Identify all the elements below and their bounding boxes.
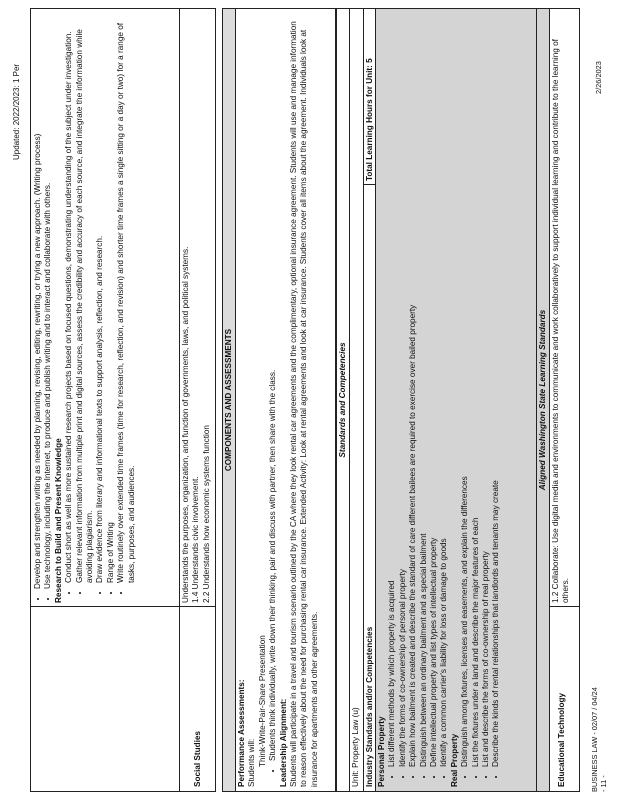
leadership-text: Students will participate in a travel and tourism scenario outlined by the CA where they look rental car agreements and the complimentary, optional insurance agreement. Students will use and manage information to reason effectively about the need for purchasing rental car insurance. Extended Activity: Look at rental agreements and look at car insurance. Students cover all items about the agreement. Individuals look at insurance for apartments and other agreements. xyxy=(289,21,319,787)
social-studies-line: Understands the purposes, organization, and function of governments, laws, and political systems. xyxy=(181,246,190,603)
edtech-text: 1.2 Collaborate: Use digital media and environments to communicate and work collaboratively to support individual learning and contribute to the learning of others. xyxy=(551,39,571,603)
list-item: • Gather relevant information from multiple print and digital sources, assess the credibility and accuracy of each source, and integrate the information while avoiding plagiarism. xyxy=(75,13,96,583)
list-item: • Define intellectual property and list types of intellectual property xyxy=(429,13,439,767)
personal-property-items xyxy=(387,13,449,787)
list-item: Think-Write-Pair-Share Presentation xyxy=(257,635,267,767)
list-item: • Describe the kinds of rental relationships that landlords and tenants may create xyxy=(491,13,501,767)
writing-table xyxy=(30,8,216,792)
social-studies-cell xyxy=(181,13,212,603)
updated-label: Updated: 2022/2023: 1 Per xyxy=(12,63,21,160)
real-property-items xyxy=(460,13,502,787)
list-item: • Conduct short as well as more sustained research projects based on focused questions, demonstrating understanding of the subject under investigation. xyxy=(64,13,74,583)
list-item: • Write routinely over extended time frames (time for research, reflection, and revision) and shorter time frames a single sitting or a day or two) for a range of tasks, purposes, and audiences. xyxy=(116,13,137,583)
list-item: • Students think individually, write down their thinking, pair and discuss with partner, then share with the class. xyxy=(268,13,278,761)
personal-property-heading: Personal Property xyxy=(377,716,386,787)
competencies-cell xyxy=(376,9,536,791)
components-table xyxy=(222,8,336,792)
performance-heading: Performance Assessments: xyxy=(237,679,246,787)
social-studies-line: 2.2 Understands how economic systems function xyxy=(201,425,211,603)
writing-standards-cell xyxy=(33,13,137,603)
footer-course: BUSINESS LAW - 02/07 / 04/24 xyxy=(590,687,599,792)
list-item: • Distinguish among fixtures, licenses and easements, and explain the differences xyxy=(460,13,470,767)
aligned-standards-title: Aligned Washington State Learning Standards xyxy=(537,9,549,791)
list-item: • Range of Writing xyxy=(106,13,116,583)
leadership-heading: Leadership Alignment: xyxy=(278,698,288,787)
list-item: • Identify the forms of co-ownership of personal property xyxy=(398,13,408,767)
edtech-label: Educational Technology xyxy=(557,692,566,787)
list-item: • List the fixtures under a land and describe the major features of each xyxy=(471,13,481,767)
list-item: • List and describe the forms of co-ownership of real property xyxy=(481,13,491,767)
writing-items-research xyxy=(64,13,137,603)
social-studies-line: 1.4 Understands civic involvement. xyxy=(191,476,201,603)
list-item: • Use technology, including the Internet, to produce and publish writing and to interact and collaborate with others. xyxy=(43,13,53,589)
list-item: • Distinguish between an ordinary bailment and a special bailment xyxy=(419,13,429,767)
real-property-heading: Real Property xyxy=(449,733,459,787)
list-item: • List different methods by which property is acquired xyxy=(387,13,397,767)
footer-date: 2/26/2023 xyxy=(594,61,603,94)
total-hours: Total Learning Hours for Unit: 5 xyxy=(365,58,374,181)
list-item: • Develop and strengthen writing as needed by planning, revising, editing, rewriting, or trying a new approach. (Writing process) xyxy=(33,13,43,589)
footer-page-number: - 11 - xyxy=(599,775,608,792)
list-item: • Draw evidence from literary and informational texts to support analysis, reflection, and research. xyxy=(95,13,105,583)
list-item: • Explain how bailment is created and describe the standard of care different bailees are required to exercise over bailed property xyxy=(408,13,418,767)
list-item: • Identify a common carrier's liability for loss or damage to goods xyxy=(439,13,449,767)
standards-title: Standards and Competencies xyxy=(338,342,347,458)
research-heading: Research to Build and Present Knowledge xyxy=(53,438,63,603)
performance-items xyxy=(258,13,279,787)
writing-items-top xyxy=(33,13,54,603)
social-studies-label: Social Studies xyxy=(193,731,202,787)
industry-heading: Industry Standards and/or Competencies xyxy=(365,626,374,787)
students-will-label: Students will: xyxy=(247,738,257,787)
components-body xyxy=(237,13,320,787)
components-title: COMPONENTS AND ASSESSMENTS xyxy=(223,9,235,791)
unit-label: Unit: Property Law (u) xyxy=(351,707,360,787)
standards-table xyxy=(336,8,580,792)
footer-left xyxy=(590,687,608,792)
